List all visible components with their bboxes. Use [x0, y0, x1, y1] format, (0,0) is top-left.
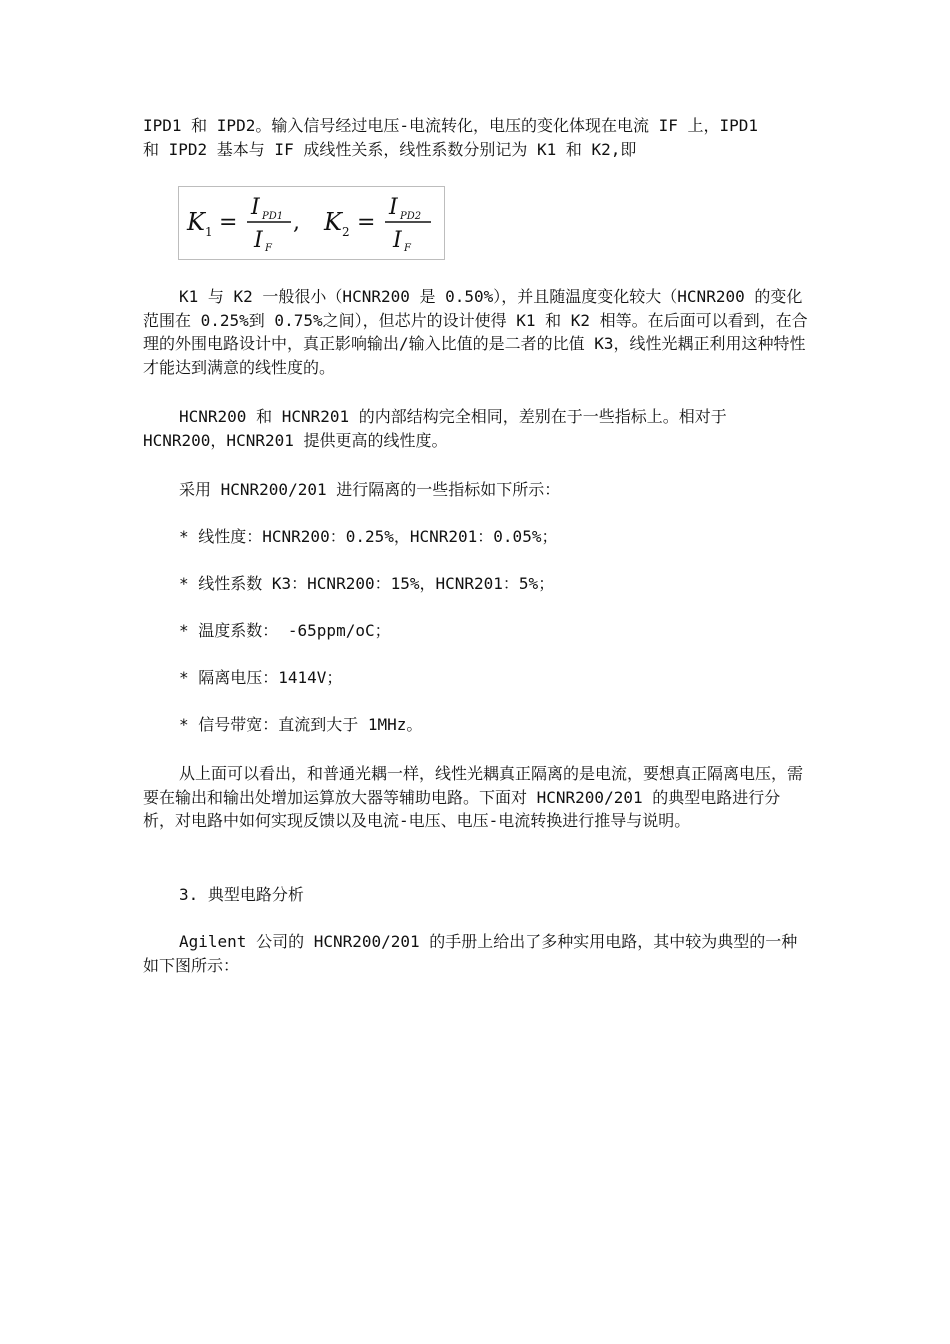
formula-den1: I: [254, 228, 263, 253]
paragraph-specs-intro: 采用 HCNR200/201 进行隔离的一些指标如下所示：: [179, 480, 561, 499]
paragraph-hcnr-compare: HCNR200 和 HCNR201 的内部结构完全相同，差别在于一些指标上。相对于 HCNR200，HCNR201 提供更高的线性度。: [143, 407, 727, 450]
paragraph-line: IPD1 和 IPD2。输入信号经过电压-电流转化，电压的变化体现在电流 IF 上，IPD1: [143, 116, 759, 135]
spec-bullet: * 线性系数 K3：HCNR200：15%，HCNR201：5%；: [179, 574, 555, 593]
formula-den2: I: [393, 228, 402, 253]
spec-bullet: * 信号带宽：直流到大于 1MHz。: [179, 715, 423, 734]
formula-k1-sub: 1: [205, 225, 213, 239]
formula-den2-sub: F: [404, 243, 411, 254]
formula-k2-sub: 2: [342, 225, 350, 239]
spec-bullet: * 温度系数： -65ppm/oC；: [179, 621, 391, 640]
formula-den1-sub: F: [265, 243, 272, 254]
spec-bullet: * 线性度：HCNR200：0.25%，HCNR201：0.05%；: [179, 527, 558, 546]
paragraph-line: 和 IPD2 基本与 IF 成线性关系，线性系数分别记为 K1 和 K2,即: [143, 140, 637, 159]
formula-comma: ,: [293, 210, 300, 235]
formula-num1: I: [251, 195, 260, 220]
paragraph-isolation: 从上面可以看出，和普通光耦一样，线性光耦真正隔离的是电流，要想真正隔离电压，需要在输出和输出处增加运算放大器等辅助电路。下面对 HCNR200/201 的典型电路进行分析，对电路中如何实现反馈以及电流-电压、电压-电流转换进行推导与说明。: [143, 764, 804, 830]
formula-num1-sub: PD1: [262, 211, 284, 222]
formula-equals-2: =: [357, 210, 376, 235]
spec-bullet: * 隔离电压：1414V；: [179, 668, 343, 687]
formula-k2: K: [324, 208, 342, 236]
formula-equals-1: =: [219, 210, 238, 235]
paragraph-typical-circuit: Agilent 公司的 HCNR200/201 的手册上给出了多种实用电路，其中较为典型的一种如下图所示：: [143, 932, 798, 975]
formula-svg: [179, 187, 444, 259]
formula-k1: K: [187, 208, 205, 236]
formula-num2-sub: PD2: [400, 211, 422, 222]
paragraph-k1-k2: K1 与 K2 一般很小（HCNR200 是 0.50%），并且随温度变化较大（HCNR200 的变化范围在 0.25%到 0.75%之间），但芯片的设计使得 K1 和 K2 相等。在后面可以看到，在合理的外围电路设计中，真正影响输出/输入比值的是二者的比值 K3，线性光耦正利用这种特性才能达到满意的线性度的。: [143, 287, 808, 377]
section-heading: 3. 典型电路分析: [179, 885, 304, 904]
formula-image: [178, 186, 445, 260]
formula-num2: I: [389, 195, 398, 220]
